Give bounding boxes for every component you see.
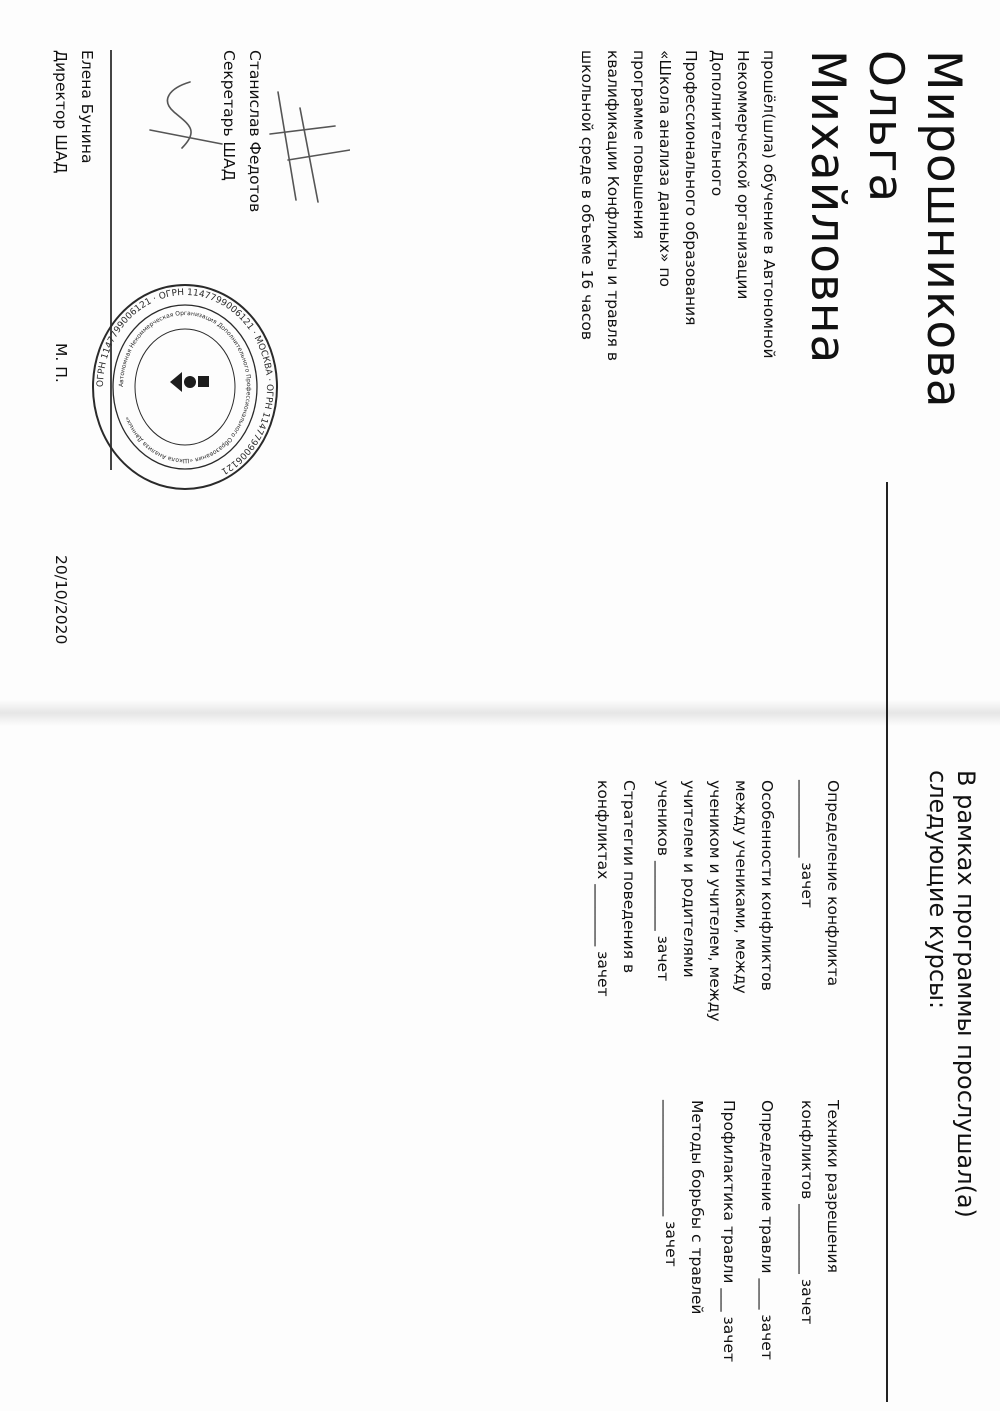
body-line: Дополнительного	[708, 50, 726, 197]
divider-line	[886, 482, 888, 1402]
body-line: школьной среде в объеме 16 часов	[578, 50, 596, 340]
course-result: конфликтов _________ зачет	[798, 1100, 816, 1325]
courses-heading-line2: следующие курсы:	[924, 770, 952, 1010]
surname: Мирошникова	[916, 50, 971, 409]
issue-date: 20/10/2020	[52, 555, 70, 645]
course-item: Техники разрешения	[824, 1100, 842, 1273]
course-item: Стратегии поведения в	[620, 780, 638, 974]
patronymic: Михайловна	[800, 50, 855, 365]
body-line: Профессионального образования	[682, 50, 700, 326]
seal-place-label: М. П.	[52, 343, 70, 383]
course-item: Особенности конфликтов	[758, 780, 776, 991]
courses-heading: В рамках программы прослушал(а)	[952, 770, 980, 1218]
body-line: прошёл(шла) обучение в Автономной	[760, 50, 778, 359]
course-result: __________ зачет	[798, 780, 816, 908]
course-item: между учениками, между	[732, 780, 750, 994]
course-item: учеником и учителем, между	[706, 780, 724, 1022]
signatory-role: Секретарь ШАД	[220, 50, 238, 181]
signatory-name: Станислав Федотов	[246, 50, 264, 213]
course-result: конфликтах ________ зачет	[594, 780, 612, 997]
first-name: Ольга	[858, 50, 913, 204]
stamp-logo-icon	[170, 372, 209, 392]
course-item: Определение конфликта	[824, 780, 842, 987]
body-line: Некоммерческой организации	[734, 50, 752, 300]
stamp-inner-text: Автономная Некоммерческая Организация Дополнительного Профессионального Образования «Школа Анализа Данных»	[117, 309, 253, 465]
course-result: Профилактика травли ___ зачет	[720, 1100, 738, 1363]
signatory-name: Елена Бунина	[78, 50, 96, 164]
official-stamp	[90, 282, 280, 492]
course-result: _______________ зачет	[662, 1100, 680, 1267]
course-item: Методы борьбы с травлей	[688, 1100, 706, 1315]
body-line: квалификации Конфликты и травля в	[604, 50, 622, 361]
body-line: «Школа анализа данных» по	[656, 50, 674, 287]
course-result: Определение травли ____ зачет	[758, 1100, 776, 1360]
paper-fold	[0, 700, 1000, 726]
body-line: программе повышения	[630, 50, 648, 240]
course-item: учителем и родителями	[680, 780, 698, 978]
signatory-role: Директор ШАД	[52, 50, 70, 174]
stamp-outer-text: ОГРН 1147799006121 · ОГРН 1147799006121 · МОСКВА · ОГРН 1147799006121	[95, 287, 275, 476]
handwritten-signature	[130, 60, 350, 230]
course-result: учеников _________ зачет	[654, 780, 672, 982]
svg-text:Автономная Некоммерческая Орга	[118, 310, 252, 464]
